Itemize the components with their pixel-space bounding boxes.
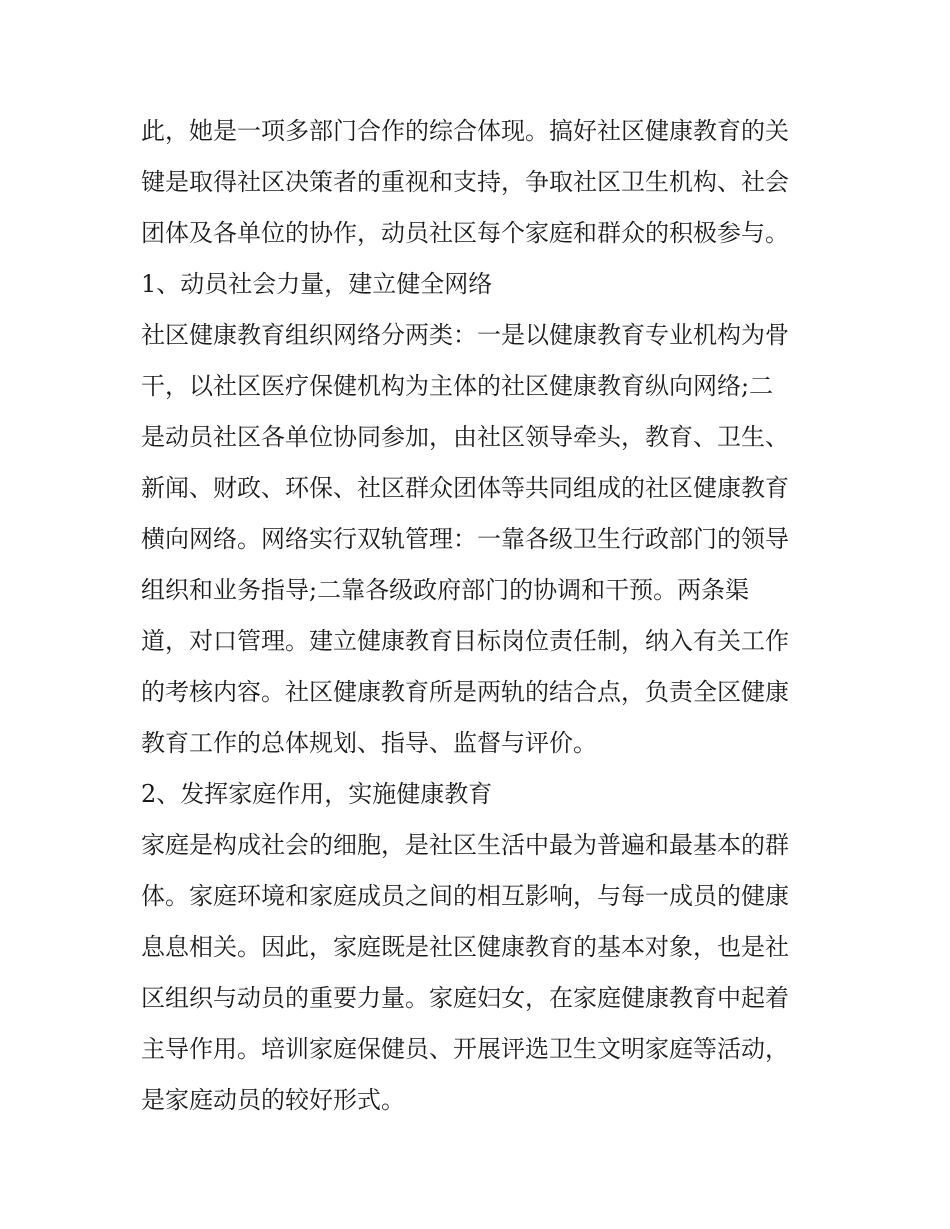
text-line-16: 体。家庭环境和家庭成员之间的相互影响，与每一成员的健康	[141, 882, 789, 910]
text-line-10: 组织和业务指导;二靠各级政府部门的协调和干预。两条渠	[141, 576, 750, 604]
text-line-12: 的考核内容。社区健康教育所是两轨的结合点，负责全区健康	[141, 678, 789, 706]
section-heading-2: 2、发挥家庭作用，实施健康教育	[141, 780, 493, 808]
text-line-20: 是家庭动员的较好形式。	[141, 1086, 405, 1114]
text-line-2: 键是取得社区决策者的重视和支持，争取社区卫生机构、社会	[141, 168, 789, 196]
document-body	[141, 106, 813, 1126]
text-line-17: 息息相关。因此，家庭既是社区健康教育的基本对象，也是社	[141, 933, 789, 961]
text-line-13: 教育工作的总体规划、指导、监督与评价。	[141, 729, 597, 757]
section-heading-1: 1、动员社会力量，建立健全网络	[141, 270, 493, 298]
text-line-3: 团体及各单位的协作，动员社区每个家庭和群众的积极参与。	[141, 219, 789, 247]
text-line-11: 道，对口管理。建立健康教育目标岗位责任制，纳入有关工作	[141, 627, 789, 655]
text-line-18: 区组织与动员的重要力量。家庭妇女，在家庭健康教育中起着	[141, 984, 789, 1012]
text-line-8: 新闻、财政、环保、社区群众团体等共同组成的社区健康教育	[141, 474, 789, 502]
text-line-5: 社区健康教育组织网络分两类：一是以健康教育专业机构为骨	[141, 321, 789, 349]
text-line-19: 主导作用。培训家庭保健员、开展评选卫生文明家庭等活动，	[141, 1035, 789, 1063]
text-line-6: 干，以社区医疗保健机构为主体的社区健康教育纵向网络;二	[141, 372, 774, 400]
text-line-9: 横向网络。网络实行双轨管理：一靠各级卫生行政部门的领导	[141, 525, 789, 553]
text-line-1: 此，她是一项多部门合作的综合体现。搞好社区健康教育的关	[141, 117, 789, 145]
text-line-15: 家庭是构成社会的细胞，是社区生活中最为普遍和最基本的群	[141, 831, 789, 859]
text-line-7: 是动员社区各单位协同参加，由社区领导牵头，教育、卫生、	[141, 423, 789, 451]
